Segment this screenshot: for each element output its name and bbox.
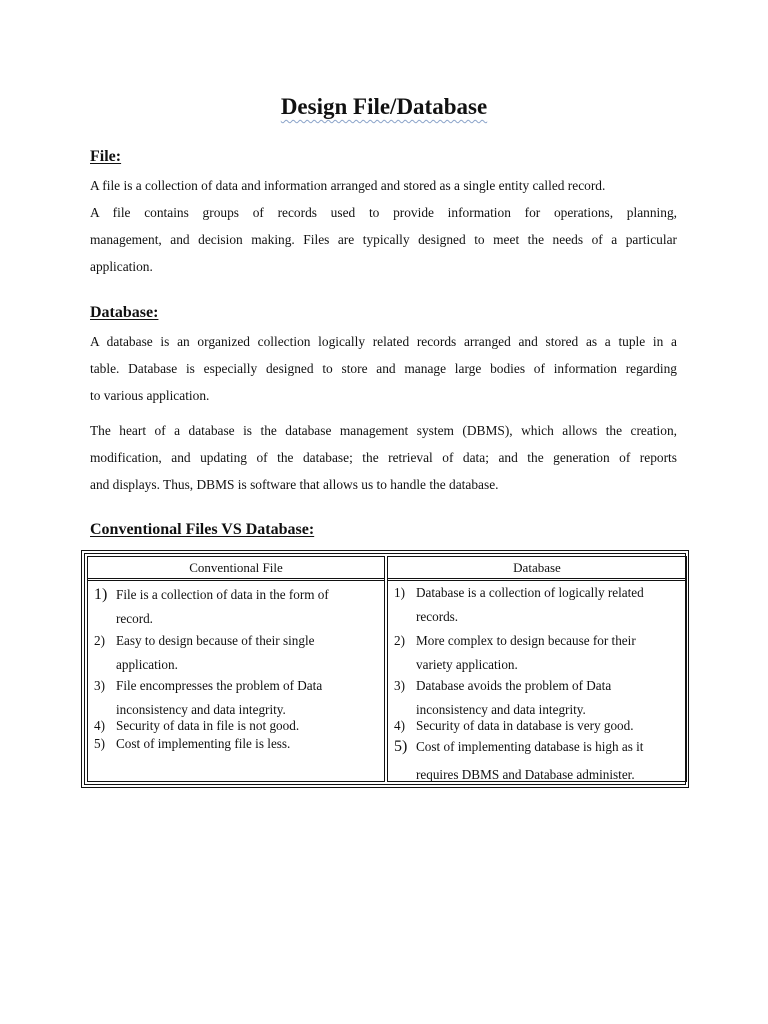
item-text: Database avoids the problem of Data inconsistency and data integrity.	[416, 678, 612, 717]
database-heading: Database:	[90, 304, 159, 321]
database-column	[387, 556, 687, 782]
item-number: 3)	[94, 678, 105, 693]
database-line: A database is an organized collection logically related records arranged and stored as a tuple in a	[90, 334, 677, 349]
page-title-text: Design File/Database	[280, 94, 488, 119]
item-text: Cost of implementing database is high as it requires DBMS and Database administer.	[416, 739, 644, 782]
database-line: modification, and updating of the database; the retrieval of data; and the generation of reports	[90, 450, 677, 465]
file-line: A file contains groups of records used to provide information for operations, planning,	[90, 205, 677, 220]
database-line: table. Database is especially designed to store and manage large bodies of information regarding	[90, 361, 677, 376]
file-heading: File:	[90, 148, 122, 165]
item-number: 4)	[94, 718, 105, 733]
item-text: More complex to design because for their variety application.	[416, 633, 636, 672]
column-header: Conventional File	[88, 557, 384, 581]
item-text: Easy to design because of their single application.	[116, 633, 315, 672]
database-line: to various application.	[90, 388, 210, 403]
item-text: Database is a collection of logically related records.	[416, 585, 644, 624]
page-title	[0, 94, 768, 120]
item-number: 4)	[394, 718, 405, 733]
item-number: 5)	[94, 736, 105, 751]
file-line: A file is a collection of data and information arranged and stored as a single entity called record.	[90, 178, 606, 193]
item-number: 1)	[94, 586, 108, 603]
database-line: and displays. Thus, DBMS is software that allows us to handle the database.	[90, 477, 499, 492]
item-number: 2)	[94, 633, 105, 648]
item-text: File is a collection of data in the form of record.	[116, 587, 329, 626]
item-number: 3)	[394, 678, 405, 693]
comparison-table	[81, 550, 689, 788]
item-text: Security of data in database is very good.	[416, 718, 634, 733]
item-number: 5)	[394, 738, 408, 755]
column-header: Database	[388, 557, 686, 581]
file-line: application.	[90, 259, 153, 274]
item-number: 2)	[394, 633, 405, 648]
item-text: File encompresses the problem of Data inconsistency and data integrity.	[116, 678, 323, 717]
conventional-file-column	[87, 556, 385, 782]
item-number: 1)	[394, 585, 405, 600]
item-text: Cost of implementing file is less.	[116, 736, 291, 751]
file-line: management, and decision making. Files are typically designed to meet the needs of a particular	[90, 232, 677, 247]
comparison-heading: Conventional Files VS Database:	[90, 521, 315, 538]
database-line: The heart of a database is the database management system (DBMS), which allows the creation,	[90, 423, 677, 438]
item-text: Security of data in file is not good.	[116, 718, 300, 733]
